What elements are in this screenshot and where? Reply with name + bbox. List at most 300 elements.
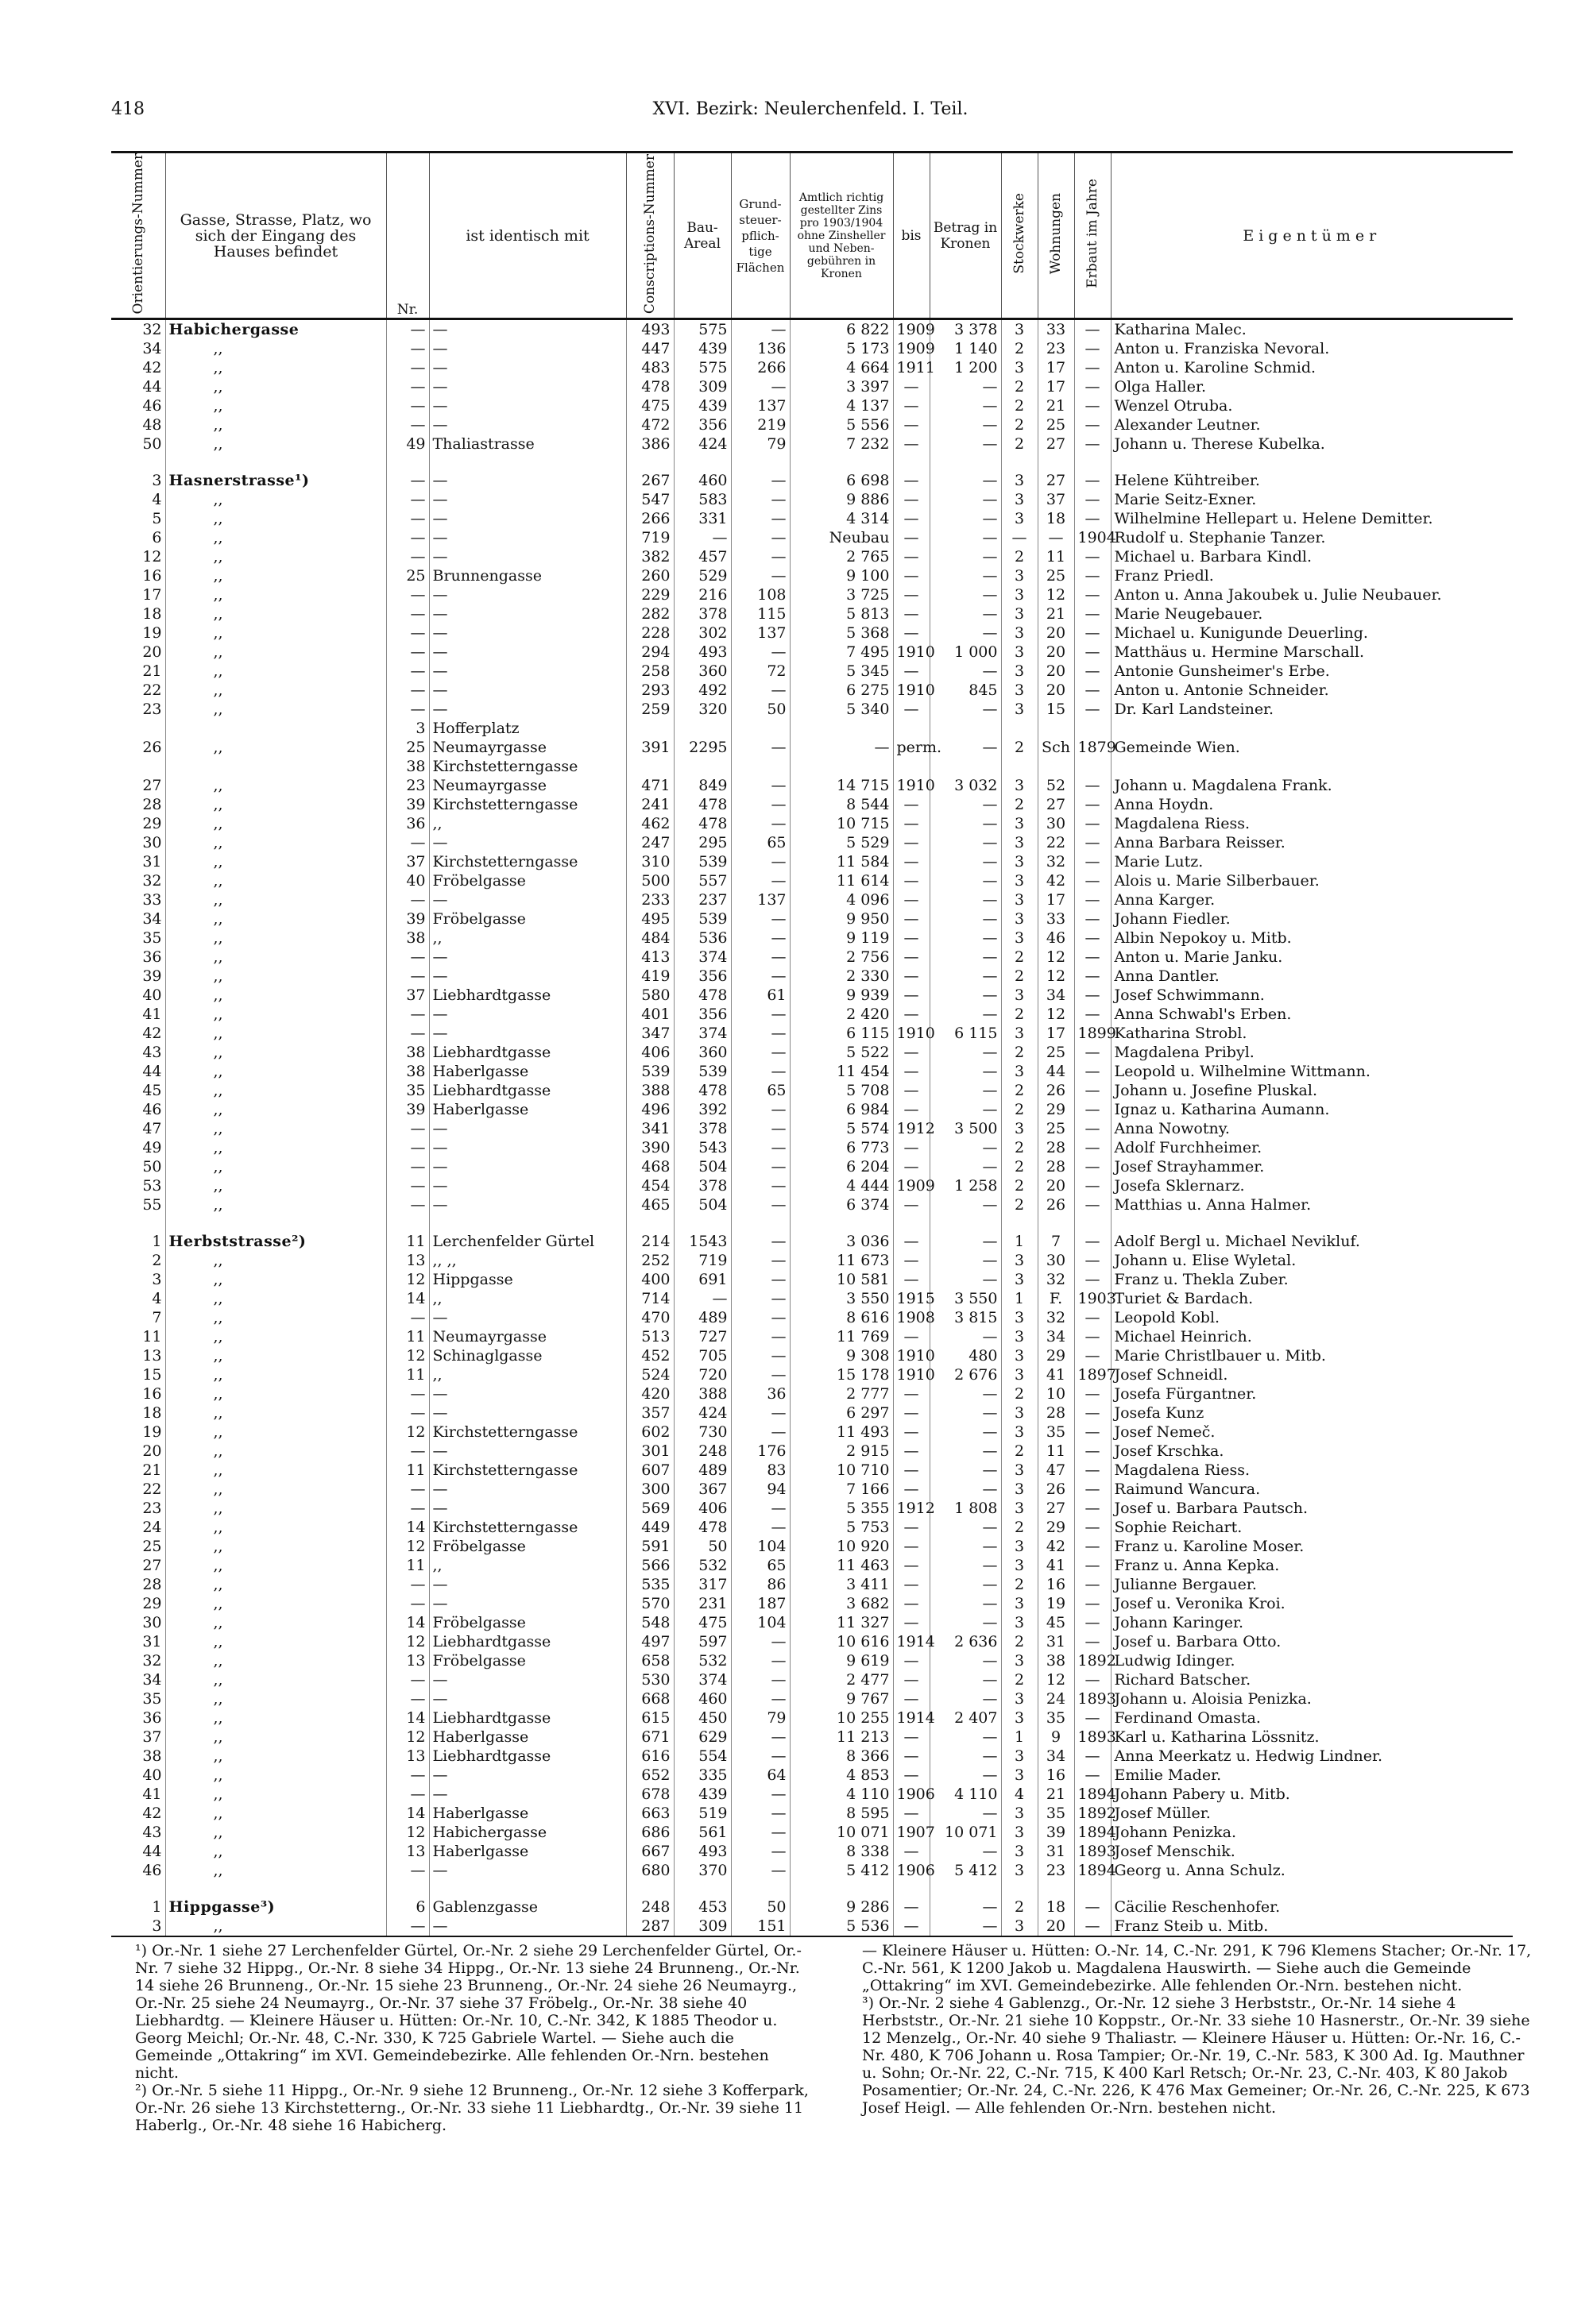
cell-erbaut: — — [1074, 415, 1111, 434]
cell-cons-nr: 419 — [626, 967, 674, 986]
cell-stockwerke: 2 — [1001, 1384, 1038, 1403]
cell-stockwerke: 4 — [1001, 1785, 1038, 1804]
col-bau: Bau-Areal — [674, 152, 731, 319]
cell-steuerfrei-bis: — — [893, 1689, 930, 1708]
table-row — [111, 319, 1513, 340]
cell-wohnungen: 17 — [1038, 1024, 1074, 1043]
cell-zins: 8 366 — [790, 1747, 893, 1766]
cell-ident-name: — — [429, 490, 626, 509]
cell-wohnungen: 29 — [1038, 1518, 1074, 1537]
cell-steuerfrei-bis: — — [893, 1917, 930, 1936]
cell-erbaut: — — [1074, 700, 1111, 719]
cell-cons-nr: 652 — [626, 1766, 674, 1785]
cell-steuerfrei-betrag: 3 378 — [930, 319, 1001, 340]
cell-wohnungen: 32 — [1038, 1270, 1074, 1289]
cell-eigentuemer: Olga Haller. — [1111, 377, 1513, 396]
cell-stockwerke: 2 — [1001, 1157, 1038, 1176]
cell-stockwerke: 3 — [1001, 1024, 1038, 1043]
cell-cons-nr: 357 — [626, 1403, 674, 1423]
table-row — [111, 909, 1513, 928]
cell-zins: 11 673 — [790, 1251, 893, 1270]
cell-eigentuemer: Josef Nemeč. — [1111, 1423, 1513, 1442]
cell-cons-nr — [626, 454, 674, 471]
cell-eigentuemer: Michael Heinrich. — [1111, 1327, 1513, 1346]
cell-bau-areal: 583 — [674, 490, 731, 509]
table-row — [111, 604, 1513, 623]
cell-stockwerke: 3 — [1001, 662, 1038, 681]
cell-cons-nr: 420 — [626, 1384, 674, 1403]
cell-eigentuemer: Anton u. Antonie Schneider. — [1111, 681, 1513, 700]
cell-ident-nr: — — [386, 1917, 429, 1936]
cell-street: ,, — [165, 1842, 386, 1861]
cell-or-nr: 13 — [142, 1347, 162, 1365]
cell-erbaut: — — [1074, 339, 1111, 358]
cell-ident-nr: 38 — [386, 928, 429, 948]
cell-grund-flaeche — [731, 719, 790, 738]
cell-bau-areal: 460 — [674, 1689, 731, 1708]
cell-ident-name: — — [429, 1195, 626, 1214]
cell-eigentuemer: Anton u. Anna Jakoubek u. Julie Neubauer. — [1111, 585, 1513, 604]
cell-steuerfrei-betrag: — — [930, 1384, 1001, 1403]
cell-cons-nr: 447 — [626, 339, 674, 358]
cell-erbaut: — — [1074, 1442, 1111, 1461]
cell-ident-nr: 14 — [386, 1708, 429, 1728]
cell-erbaut: 1904 — [1074, 528, 1111, 547]
cell-steuerfrei-bis: — — [893, 1081, 930, 1100]
cell-street: ,, — [165, 377, 386, 396]
cell-steuerfrei-bis: — — [893, 509, 930, 528]
cell-ident-name: — — [429, 396, 626, 415]
cell-steuerfrei-bis: — — [893, 1747, 930, 1766]
cell-street: ,, — [165, 776, 386, 795]
cell-bau-areal: 489 — [674, 1461, 731, 1480]
cell-ident-nr: 13 — [386, 1651, 429, 1670]
table-row — [111, 1119, 1513, 1138]
cell-cons-nr: 259 — [626, 700, 674, 719]
cell-grund-flaeche: 79 — [731, 434, 790, 454]
cell-zins — [790, 1880, 893, 1897]
cell-zins: 5 340 — [790, 700, 893, 719]
cell-steuerfrei-bis: — — [893, 814, 930, 833]
cell-stockwerke: 3 — [1001, 1346, 1038, 1365]
cell-erbaut: — — [1074, 967, 1111, 986]
cell-ident-name: — — [429, 471, 626, 490]
cell-ident-name: — — [429, 1384, 626, 1403]
cell-stockwerke: 3 — [1001, 1327, 1038, 1346]
page-title: XVI. Bezirk: Neulerchenfeld. I. Teil. — [652, 99, 968, 119]
cell-street: ,, — [165, 1195, 386, 1214]
cell-grund-flaeche: 65 — [731, 833, 790, 852]
cell-steuerfrei-betrag: — — [930, 1043, 1001, 1062]
cell-steuerfrei-betrag: — — [930, 1100, 1001, 1119]
table-row — [111, 1670, 1513, 1689]
cell-erbaut: — — [1074, 377, 1111, 396]
cell-ident-nr: 14 — [386, 1804, 429, 1823]
cell-ident-name: — — [429, 967, 626, 986]
cell-stockwerke: 2 — [1001, 339, 1038, 358]
cell-stockwerke: 3 — [1001, 319, 1038, 340]
cell-zins: 10 616 — [790, 1632, 893, 1651]
cell-cons-nr: 214 — [626, 1232, 674, 1251]
cell-steuerfrei-bis: — — [893, 1100, 930, 1119]
cell-wohnungen: 38 — [1038, 1651, 1074, 1670]
table-row — [111, 1823, 1513, 1842]
cell-wohnungen: 26 — [1038, 1195, 1074, 1214]
cell-stockwerke: 2 — [1001, 1670, 1038, 1689]
footnote-1-continued: — Kleinere Häuser u. Hütten: O.-Nr. 14, C.-Nr. 291, K 796 Klemens Stacher; Or.-Nr. 17, C.-Nr. 561, K 1200 Jakob u. Magdalena Hauswirth. — Siehe auch die Gemeinde „Ottakring“ im XVI. Gemeindebezirke. Alle fehlenden Or.-Nrn. bestehen nicht. — [862, 1942, 1532, 1994]
cell-bau-areal: 439 — [674, 396, 731, 415]
col-eigentuemer: Eigentümer — [1111, 152, 1513, 319]
cell-zins: 10 071 — [790, 1823, 893, 1842]
cell-steuerfrei-bis: perm. — [893, 738, 930, 757]
cell-ident-name: Neumayrgasse — [429, 738, 626, 757]
cell-steuerfrei-betrag: — — [930, 700, 1001, 719]
cell-street: ,, — [165, 1403, 386, 1423]
cell-steuerfrei-betrag: — — [930, 490, 1001, 509]
cell-street: ,, — [165, 1384, 386, 1403]
cell-grund-flaeche: 83 — [731, 1461, 790, 1480]
cell-steuerfrei-betrag: — — [930, 1138, 1001, 1157]
cell-wohnungen: 11 — [1038, 1442, 1074, 1461]
cell-steuerfrei-bis: — — [893, 1670, 930, 1689]
cell-wohnungen: 21 — [1038, 604, 1074, 623]
cell-wohnungen: 15 — [1038, 700, 1074, 719]
cell-ident-name: Brunnengasse — [429, 566, 626, 585]
cell-eigentuemer: Magdalena Riess. — [1111, 814, 1513, 833]
cell-cons-nr: 663 — [626, 1804, 674, 1823]
cell-wohnungen: 18 — [1038, 1897, 1074, 1917]
cell-erbaut: — — [1074, 1138, 1111, 1157]
cell-or-nr: 37 — [142, 1728, 162, 1747]
cell-wohnungen: 26 — [1038, 1081, 1074, 1100]
cell-zins: 11 327 — [790, 1613, 893, 1632]
cell-steuerfrei-betrag: — — [930, 1081, 1001, 1100]
cell-erbaut: 1899 — [1074, 1024, 1111, 1043]
cell-stockwerke: 2 — [1001, 1005, 1038, 1024]
cell-ident-name: Haberlgasse — [429, 1062, 626, 1081]
cell-street: ,, — [165, 681, 386, 700]
cell-steuerfrei-bis: — — [893, 948, 930, 967]
cell-eigentuemer: Karl u. Katharina Lössnitz. — [1111, 1728, 1513, 1747]
cell-steuerfrei-bis: — — [893, 434, 930, 454]
cell-wohnungen: 27 — [1038, 1499, 1074, 1518]
cell-eigentuemer: Johann Karinger. — [1111, 1613, 1513, 1632]
table-row — [111, 814, 1513, 833]
cell-zins: 8 338 — [790, 1842, 893, 1861]
cell-eigentuemer: Johann u. Magdalena Frank. — [1111, 776, 1513, 795]
cell-street: ,, — [165, 662, 386, 681]
cell-wohnungen: 33 — [1038, 909, 1074, 928]
cell-wohnungen: 20 — [1038, 681, 1074, 700]
cell-grund-flaeche — [731, 454, 790, 471]
cell-or-nr: 41 — [142, 1006, 162, 1024]
cell-grund-flaeche: — — [731, 948, 790, 967]
cell-or-nr: 46 — [142, 1862, 162, 1880]
cell-street: ,, — [165, 528, 386, 547]
cell-wohnungen: 11 — [1038, 547, 1074, 566]
cell-grund-flaeche: — — [731, 1119, 790, 1138]
cell-bau-areal: 1543 — [674, 1232, 731, 1251]
cell-ident-nr: 37 — [386, 852, 429, 871]
cell-cons-nr: 300 — [626, 1480, 674, 1499]
cell-bau-areal — [674, 454, 731, 471]
cell-stockwerke: 2 — [1001, 434, 1038, 454]
cell-grund-flaeche: — — [731, 1138, 790, 1157]
cell-cons-nr: 680 — [626, 1861, 674, 1880]
cell-steuerfrei-bis: — — [893, 1613, 930, 1632]
cell-steuerfrei-betrag: — — [930, 1804, 1001, 1823]
cell-steuerfrei-betrag: 2 636 — [930, 1632, 1001, 1651]
cell-ident-nr: — — [386, 681, 429, 700]
cell-bau-areal: 317 — [674, 1575, 731, 1594]
cell-or-nr: 1 — [152, 1898, 162, 1917]
cell-grund-flaeche: — — [731, 1176, 790, 1195]
cell-steuerfrei-bis: — — [893, 890, 930, 909]
cell-steuerfrei-betrag: — — [930, 471, 1001, 490]
cell-steuerfrei-bis: — — [893, 1537, 930, 1556]
cell-ident-nr: — — [386, 1176, 429, 1195]
cell-steuerfrei-betrag: — — [930, 623, 1001, 643]
cell-grund-flaeche: — — [731, 738, 790, 757]
cell-steuerfrei-bis: 1906 — [893, 1861, 930, 1880]
cell-steuerfrei-betrag — [930, 1214, 1001, 1232]
cell-steuerfrei-betrag: — — [930, 547, 1001, 566]
cell-street: ,, — [165, 1766, 386, 1785]
cell-bau-areal: 248 — [674, 1442, 731, 1461]
table-row — [111, 623, 1513, 643]
cell-ident-nr: 12 — [386, 1537, 429, 1556]
cell-street: ,, — [165, 1365, 386, 1384]
cell-ident-name: — — [429, 319, 626, 340]
cell-wohnungen: 29 — [1038, 1346, 1074, 1365]
cell-cons-nr: 388 — [626, 1081, 674, 1100]
cell-ident-name: Kirchstetterngasse — [429, 1423, 626, 1442]
cell-erbaut: — — [1074, 643, 1111, 662]
cell-erbaut: — — [1074, 1232, 1111, 1251]
cell-or-nr: 28 — [142, 1576, 162, 1594]
cell-steuerfrei-bis: 1910 — [893, 1365, 930, 1384]
cell-ident-nr: 11 — [386, 1327, 429, 1346]
cell-street: ,, — [165, 1442, 386, 1461]
cell-street: ,, — [165, 1670, 386, 1689]
cell-eigentuemer: Marie Neugebauer. — [1111, 604, 1513, 623]
cell-stockwerke: 2 — [1001, 795, 1038, 814]
table-row — [111, 1308, 1513, 1327]
cell-bau-areal: 439 — [674, 1785, 731, 1804]
cell-grund-flaeche: 61 — [731, 986, 790, 1005]
cell-street: ,, — [165, 396, 386, 415]
cell-bau-areal: 575 — [674, 319, 731, 340]
cell-or-nr: 22 — [142, 681, 162, 700]
cell-ident-name: — — [429, 585, 626, 604]
cell-steuerfrei-betrag: 3 550 — [930, 1289, 1001, 1308]
cell-erbaut: — — [1074, 1480, 1111, 1499]
cell-bau-areal: 374 — [674, 1024, 731, 1043]
cell-eigentuemer: Josef Strayhammer. — [1111, 1157, 1513, 1176]
cell-steuerfrei-bis: 1909 — [893, 1176, 930, 1195]
cell-bau-areal: 374 — [674, 948, 731, 967]
cell-wohnungen: 28 — [1038, 1157, 1074, 1176]
cell-eigentuemer: Turiet & Bardach. — [1111, 1289, 1513, 1308]
cell-ident-nr: 13 — [386, 1747, 429, 1766]
cell-stockwerke: 3 — [1001, 1480, 1038, 1499]
cell-wohnungen: 12 — [1038, 948, 1074, 967]
spacer-row — [111, 1880, 1513, 1897]
cell-grund-flaeche: — — [731, 643, 790, 662]
cell-ident-name: Haberlgasse — [429, 1842, 626, 1861]
cell-bau-areal: 478 — [674, 1518, 731, 1537]
cell-eigentuemer: Johann Penizka. — [1111, 1823, 1513, 1842]
cell-wohnungen: 30 — [1038, 814, 1074, 833]
cell-cons-nr: 247 — [626, 833, 674, 852]
cell-stockwerke: 3 — [1001, 1461, 1038, 1480]
cell-wohnungen: 19 — [1038, 1594, 1074, 1613]
cell-bau-areal: 532 — [674, 1556, 731, 1575]
cell-bau-areal: 519 — [674, 1804, 731, 1823]
cell-steuerfrei-betrag: — — [930, 396, 1001, 415]
cell-erbaut: — — [1074, 1119, 1111, 1138]
cell-stockwerke: 2 — [1001, 1100, 1038, 1119]
cell-ident-name: — — [429, 890, 626, 909]
cell-erbaut: — — [1074, 396, 1111, 415]
cell-zins: 3 411 — [790, 1575, 893, 1594]
cell-eigentuemer: Katharina Strobl. — [1111, 1024, 1513, 1043]
cell-steuerfrei-bis: — — [893, 377, 930, 396]
cell-ident-nr: — — [386, 358, 429, 377]
cell-wohnungen: 17 — [1038, 358, 1074, 377]
cell-zins: 2 765 — [790, 547, 893, 566]
cell-wohnungen — [1038, 1214, 1074, 1232]
cell-steuerfrei-betrag: — — [930, 1062, 1001, 1081]
cell-ident-nr: 14 — [386, 1289, 429, 1308]
cell-steuerfrei-bis: — — [893, 1461, 930, 1480]
cell-or-nr: 28 — [142, 796, 162, 814]
cell-ident-nr: — — [386, 319, 429, 340]
cell-zins: 3 036 — [790, 1232, 893, 1251]
cell-grund-flaeche — [731, 1214, 790, 1232]
cell-cons-nr: 484 — [626, 928, 674, 948]
cell-wohnungen: 27 — [1038, 434, 1074, 454]
cell-ident-nr: 38 — [386, 1043, 429, 1062]
cell-cons-nr: 496 — [626, 1100, 674, 1119]
cell-cons-nr: 530 — [626, 1670, 674, 1689]
cell-grund-flaeche: — — [731, 1100, 790, 1119]
table-row — [111, 1081, 1513, 1100]
cell-grund-flaeche: 187 — [731, 1594, 790, 1613]
cell-zins: 6 822 — [790, 319, 893, 340]
cell-steuerfrei-betrag: — — [930, 377, 1001, 396]
cell-zins: 6 275 — [790, 681, 893, 700]
cell-eigentuemer: Alexander Leutner. — [1111, 415, 1513, 434]
cell-or-nr: 21 — [142, 1461, 162, 1480]
cell-wohnungen: 25 — [1038, 1119, 1074, 1138]
cell-grund-flaeche: 72 — [731, 662, 790, 681]
cell-cons-nr: 580 — [626, 986, 674, 1005]
cell-stockwerke: 3 — [1001, 358, 1038, 377]
cell-grund-flaeche: 94 — [731, 1480, 790, 1499]
cell-steuerfrei-betrag: — — [930, 1897, 1001, 1917]
cell-ident-name: Neumayrgasse — [429, 776, 626, 795]
cell-or-nr: 31 — [142, 853, 162, 871]
cell-or-nr: 18 — [142, 1404, 162, 1423]
cell-ident-name: — — [429, 662, 626, 681]
cell-stockwerke: 3 — [1001, 1365, 1038, 1384]
cell-ident-nr: — — [386, 1138, 429, 1157]
cell-eigentuemer: Leopold Kobl. — [1111, 1308, 1513, 1327]
cell-grund-flaeche: — — [731, 1728, 790, 1747]
cell-stockwerke: 3 — [1001, 1861, 1038, 1880]
cell-erbaut: — — [1074, 1537, 1111, 1556]
cell-eigentuemer: Magdalena Riess. — [1111, 1461, 1513, 1480]
cell-steuerfrei-betrag: — — [930, 890, 1001, 909]
table-row — [111, 1499, 1513, 1518]
cell-or-nr: 47 — [142, 1120, 162, 1138]
cell-eigentuemer: Anna Meerkatz u. Hedwig Lindner. — [1111, 1747, 1513, 1766]
cell-cons-nr: 548 — [626, 1613, 674, 1632]
cell-grund-flaeche: 176 — [731, 1442, 790, 1461]
cell-ident-name: Fröbelgasse — [429, 1613, 626, 1632]
cell-steuerfrei-bis: 1910 — [893, 681, 930, 700]
cell-wohnungen: F. — [1038, 1289, 1074, 1308]
cell-ident-name: Schinaglgasse — [429, 1346, 626, 1365]
cell-zins: 10 715 — [790, 814, 893, 833]
cell-steuerfrei-bis: — — [893, 1766, 930, 1785]
cell-grund-flaeche: — — [731, 1670, 790, 1689]
cell-erbaut: 1894 — [1074, 1785, 1111, 1804]
cell-grund-flaeche: 65 — [731, 1556, 790, 1575]
cell-grund-flaeche: — — [731, 528, 790, 547]
cell-grund-flaeche: 108 — [731, 585, 790, 604]
cell-ident-nr: 11 — [386, 1365, 429, 1384]
col-identisch: ist identisch mit — [429, 152, 626, 319]
cell-cons-nr: 686 — [626, 1823, 674, 1842]
table-row — [111, 1804, 1513, 1823]
cell-bau-areal: 504 — [674, 1195, 731, 1214]
cell-stockwerke: 2 — [1001, 1195, 1038, 1214]
cell-or-nr: 46 — [142, 397, 162, 415]
cell-stockwerke: 3 — [1001, 928, 1038, 948]
cell-cons-nr: 266 — [626, 509, 674, 528]
cell-or-nr: 5 — [152, 510, 162, 528]
cell-bau-areal: 478 — [674, 814, 731, 833]
cell-eigentuemer: Josefa Sklernarz. — [1111, 1176, 1513, 1195]
cell-cons-nr: 406 — [626, 1043, 674, 1062]
cell-cons-nr: 229 — [626, 585, 674, 604]
cell-stockwerke: 1 — [1001, 1728, 1038, 1747]
cell-grund-flaeche: 136 — [731, 339, 790, 358]
cell-street: ,, — [165, 1613, 386, 1632]
cell-bau-areal: 309 — [674, 1917, 731, 1936]
cell-grund-flaeche: — — [731, 928, 790, 948]
cell-ident-name: — — [429, 1308, 626, 1327]
cell-eigentuemer: Franz Steib u. Mitb. — [1111, 1917, 1513, 1936]
cell-ident-name: Fröbelgasse — [429, 1651, 626, 1670]
cell-steuerfrei-betrag: — — [930, 833, 1001, 852]
cell-steuerfrei-bis: — — [893, 566, 930, 585]
cell-ident-name: Kirchstetterngasse — [429, 852, 626, 871]
cell-ident-nr: — — [386, 1861, 429, 1880]
cell-ident-name: ,, — [429, 1365, 626, 1384]
cell-erbaut: 1893 — [1074, 1842, 1111, 1861]
cell-or-nr: 43 — [142, 1044, 162, 1062]
table-row — [111, 1651, 1513, 1670]
cell-ident-nr: — — [386, 1575, 429, 1594]
cell-street: ,, — [165, 852, 386, 871]
cell-steuerfrei-betrag: — — [930, 1842, 1001, 1861]
cell-grund-flaeche: — — [731, 1062, 790, 1081]
cell-erbaut: — — [1074, 681, 1111, 700]
cell-street: ,, — [165, 1138, 386, 1157]
